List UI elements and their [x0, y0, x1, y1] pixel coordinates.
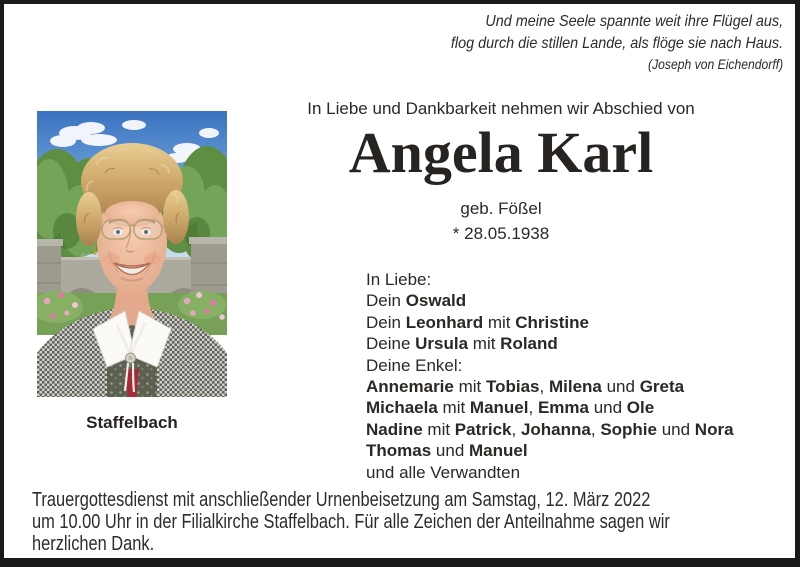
mourner-line: [366, 376, 734, 397]
mourner-name: Milena: [548, 377, 602, 397]
portrait-photo-illustration: [37, 111, 227, 397]
mourner-text: ,: [539, 377, 549, 397]
mourner-text: und: [431, 441, 469, 461]
mourner-name: Leonhard: [405, 312, 484, 332]
portrait-photo: [37, 111, 227, 397]
mourner-text: und: [588, 398, 627, 418]
mourner-name: Ursula: [415, 334, 469, 354]
mourner-text: Dein: [366, 291, 406, 311]
deceased-name: Angela Karl: [348, 120, 654, 185]
mourner-text: mit: [468, 334, 501, 354]
mourner-text: Deine: [366, 334, 416, 354]
mourner-line: [366, 462, 734, 483]
maiden-name: geb. Fößel: [460, 199, 542, 218]
mourner-text: Deine Enkel:: [366, 355, 463, 375]
mourner-name: Roland: [500, 334, 558, 354]
mourner-name: Nadine: [366, 419, 423, 439]
mourner-text: mit: [453, 377, 486, 397]
mourner-line: [366, 269, 734, 290]
mourner-name: Oswald: [405, 291, 467, 311]
mourner-line: [366, 419, 734, 440]
birth-date: * 28.05.1938: [452, 224, 550, 243]
mourner-text: Dein: [366, 312, 406, 332]
mourner-name: Greta: [639, 377, 685, 397]
mourner-name: Manuel: [469, 398, 529, 418]
funeral-notice: [32, 489, 800, 555]
funeral-notice-line: um 10.00 Uhr in der Filialkirche Staffelbach. Für alle Zeichen der Anteilnahme sagen wir: [32, 511, 670, 533]
announcement-intro: In Liebe und Dankbarkeit nehmen wir Abschied von: [307, 99, 695, 118]
mourner-name: Ole: [626, 398, 655, 418]
mourner-text: ,: [511, 419, 521, 439]
funeral-notice-line: herzlichen Dank.: [32, 533, 155, 555]
mourner-text: In Liebe:: [366, 270, 432, 289]
mourner-text: mit: [422, 419, 455, 439]
mourner-text: und: [656, 419, 695, 439]
mourner-line: [366, 440, 734, 461]
mourner-name: Tobias: [485, 377, 540, 397]
mourner-name: Sophie: [600, 419, 657, 439]
mourner-text: ,: [528, 398, 538, 418]
funeral-notice-line: Trauergottesdienst mit anschließender Urnenbeisetzung am Samstag, 12. März 2022: [32, 489, 651, 511]
quote-line: Und meine Seele spannte weit ihre Flügel aus,: [485, 13, 783, 30]
photo-caption: Staffelbach: [86, 413, 178, 432]
mourner-line: [366, 333, 734, 354]
mourner-name: Emma: [537, 398, 589, 418]
mourner-name: Johanna: [520, 419, 591, 439]
mourner-line: [366, 355, 734, 376]
mourner-line: [366, 290, 734, 311]
mourner-name: Michaela: [366, 398, 438, 418]
mourner-name: Manuel: [469, 441, 528, 461]
quote-line: flog durch die stillen Lande, als flöge sie nach Haus.: [450, 35, 783, 52]
mourner-line: [366, 397, 734, 418]
mourner-name: Christine: [515, 312, 589, 332]
mourners-list: [366, 269, 734, 483]
mourner-text: mit: [437, 398, 470, 418]
mourner-name: Annemarie: [366, 377, 454, 397]
mourner-text: ,: [590, 419, 601, 439]
quote-attribution: (Joseph von Eichendorff): [647, 57, 783, 72]
mourner-text: mit: [483, 312, 516, 332]
mourner-text: und alle Verwandten: [366, 462, 521, 482]
mourner-name: Thomas: [366, 441, 432, 461]
mourner-line: [366, 312, 734, 333]
quote-block: [414, 11, 783, 74]
mourner-name: Nora: [694, 419, 734, 439]
mourner-name: Patrick: [454, 419, 512, 439]
mourner-text: und: [601, 377, 640, 397]
